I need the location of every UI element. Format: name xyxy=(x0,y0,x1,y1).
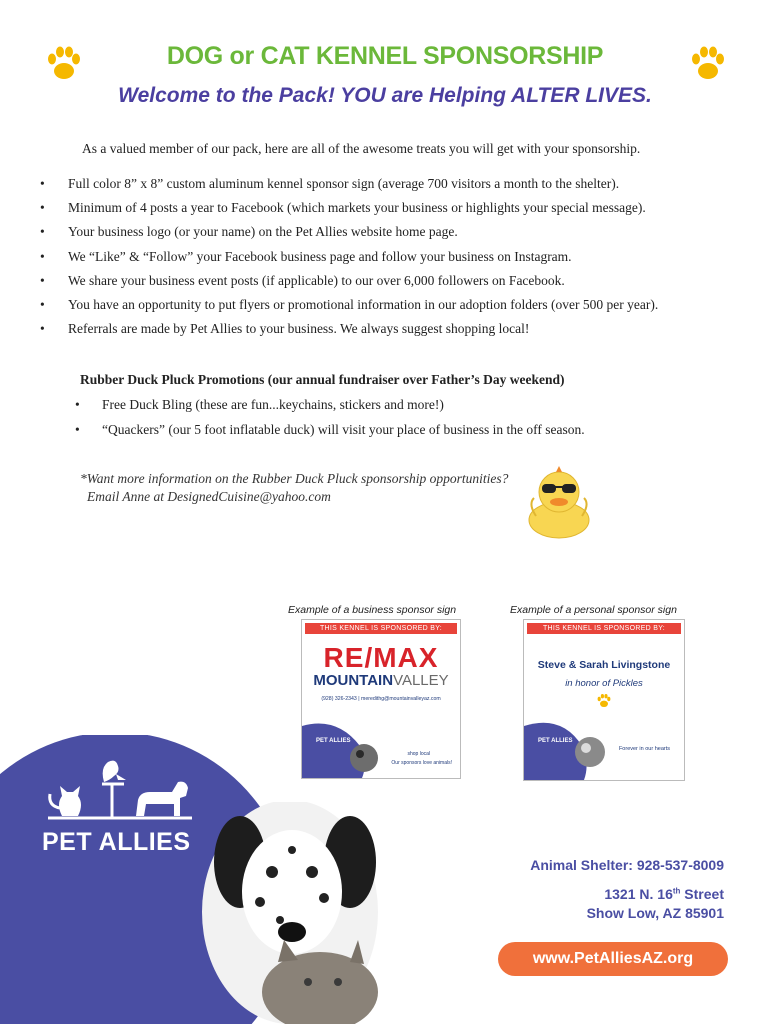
duck-promo-list xyxy=(75,392,675,442)
logo-word: VALLEY xyxy=(393,672,449,689)
pet-allies-logo-text: PET ALLIES xyxy=(42,828,191,856)
sign-footer-text: Forever in our hearts xyxy=(618,746,670,752)
duck-info-note xyxy=(80,470,508,506)
rubber-duck-icon xyxy=(526,464,592,540)
website-link[interactable]: www.PetAlliesAZ.org xyxy=(498,942,728,976)
address-street: Street xyxy=(680,886,724,902)
list-item: • We “Like” & “Follow” your Facebook business page and follow your business on Instagram. xyxy=(40,245,740,269)
email-contact: Email Anne at DesignedCuisine@yahoo.com xyxy=(87,489,331,504)
business-sponsor-sign xyxy=(301,619,461,779)
list-item: • Referrals are made by Pet Allies to your business. We always suggest shopping local! xyxy=(40,317,740,341)
sign-header: THIS KENNEL IS SPONSORED BY: xyxy=(527,623,681,634)
pet-allies-logo-icon xyxy=(40,758,200,838)
business-contact-line: (928) 326-2343 | meredithg@mountainvalleyaz.com xyxy=(321,696,441,702)
duck-promo-heading: Rubber Duck Pluck Promotions (our annual fundraiser over Father’s Day weekend) xyxy=(80,372,565,387)
note-line: *Want more information on the Rubber Duck Pluck sponsorship opportunities? xyxy=(80,471,509,486)
honor-line: in honor of Pickles xyxy=(565,678,643,689)
list-item: • We share your business event posts (if applicable) to our over 6,000 followers on Facebook. xyxy=(40,269,740,293)
page-title: DOG or CAT KENNEL SPONSORSHIP xyxy=(166,42,604,70)
shelter-address-line xyxy=(470,886,724,902)
personal-sponsor-sign xyxy=(523,619,685,781)
address-suffix: th xyxy=(672,886,681,896)
list-item: • Your business logo (or your name) on the Pet Allies website home page. xyxy=(40,220,740,244)
remax-logo: RE/MAX xyxy=(323,642,439,673)
mountain-valley-logo xyxy=(302,672,460,690)
personal-sign-caption: Example of a personal sponsor sign xyxy=(510,604,677,616)
list-item: • “Quackers” (our 5 foot inflatable duck) will visit your place of business in the off season. xyxy=(75,417,675,442)
svg-text:PET ALLIES: PET ALLIES xyxy=(538,738,573,744)
shelter-city: Show Low, AZ 85901 xyxy=(586,905,724,921)
benefits-list xyxy=(40,172,740,341)
sign-footer-graphic xyxy=(302,716,460,778)
paw-print-icon xyxy=(596,693,612,709)
sign-footer-small: shop local xyxy=(407,751,430,757)
sign-header: THIS KENNEL IS SPONSORED BY: xyxy=(305,623,457,634)
list-item: • Free Duck Bling (these are fun...keychains, stickers and more!) xyxy=(75,392,675,417)
list-item: • You have an opportunity to put flyers or promotional information in our adoption folders (over 500 per year). xyxy=(40,293,740,317)
sponsor-name: Steve & Sarah Livingstone xyxy=(537,659,671,671)
intro-text: As a valued member of our pack, here are all of the awesome treats you will get with your sponsorship. xyxy=(82,141,641,156)
address-number: 1321 N. 16 xyxy=(604,886,673,902)
list-item: • Minimum of 4 posts a year to Facebook (which markets your business or highlights your special message). xyxy=(40,196,740,220)
page-subtitle: Welcome to the Pack! YOU are Helping ALTER LIVES. xyxy=(118,84,652,107)
dog-and-cat-photo xyxy=(200,802,390,1024)
shelter-phone: Animal Shelter: 928-537-8009 xyxy=(530,857,724,873)
sign-footer-text: Our sponsors love animals! xyxy=(391,760,452,766)
svg-text:PET ALLIES: PET ALLIES xyxy=(316,738,351,744)
logo-word: MOUNTAIN xyxy=(313,672,394,689)
business-sign-caption: Example of a business sponsor sign xyxy=(288,604,457,616)
list-item: • Full color 8” x 8” custom aluminum kennel sponsor sign (average 700 visitors a month to the shelter). xyxy=(40,172,740,196)
